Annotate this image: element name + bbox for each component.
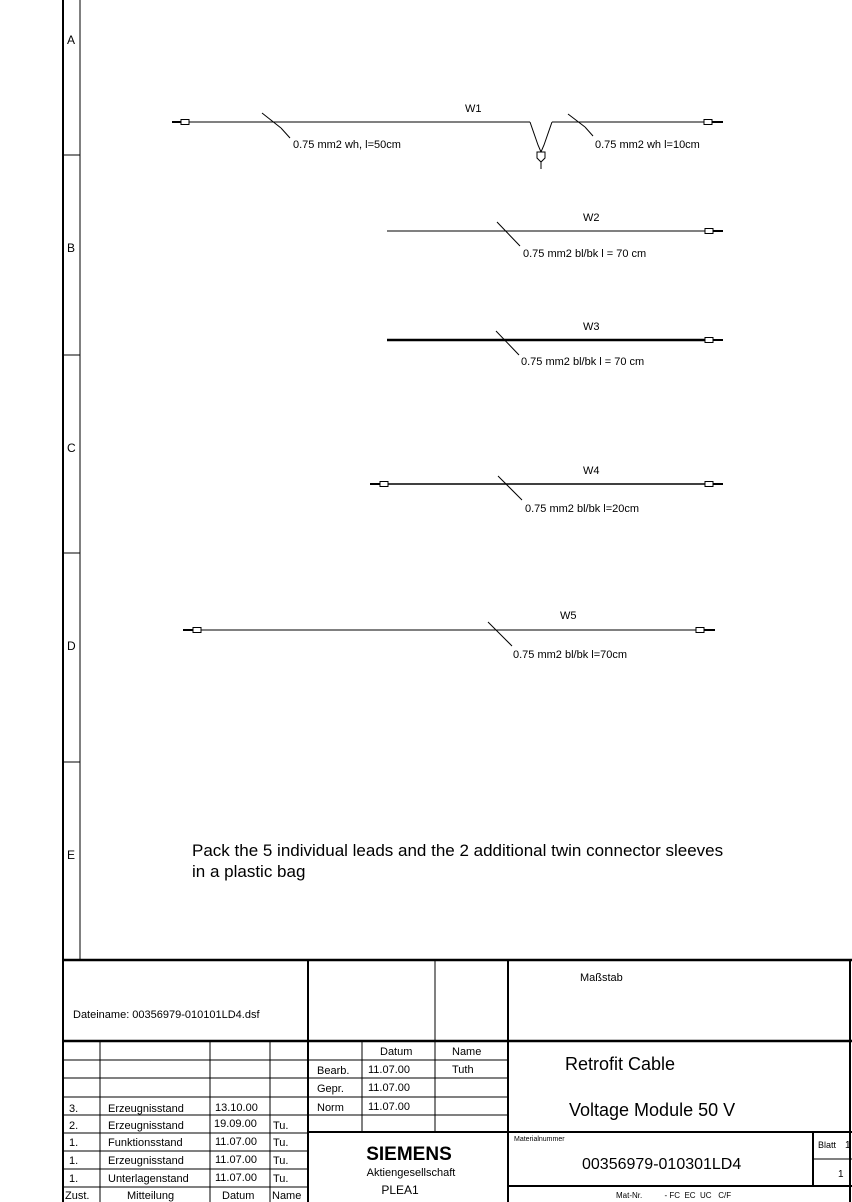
rev-zust: 1. <box>69 1173 79 1185</box>
approval-datum: 11.07.00 <box>368 1101 411 1113</box>
wire-w4-spec: 0.75 mm2 bl/bk l=20cm <box>525 503 640 515</box>
approval-datum: 11.07.00 <box>368 1082 411 1094</box>
zone-label-d: D <box>67 639 76 653</box>
filename: Dateiname: 00356979-010101LD4.dsf <box>73 1009 260 1021</box>
material-number: 00356979-010301LD4 <box>582 1156 742 1173</box>
rev-datum: 11.07.00 <box>215 1154 258 1166</box>
approval-header-name: Name <box>452 1046 482 1058</box>
rev-mitteilung: Unterlagenstand <box>108 1173 189 1185</box>
wire-w3-label: W3 <box>583 321 600 333</box>
rev-datum: 19.09.00 <box>214 1118 257 1130</box>
sheet-number: 1 <box>838 1169 844 1180</box>
wire-w2-label: W2 <box>583 212 600 224</box>
rev-datum: 11.07.00 <box>215 1172 258 1184</box>
rev-mitteilung: Funktionsstand <box>108 1137 183 1149</box>
wire-w4 <box>370 476 723 500</box>
wire-w5 <box>183 622 715 646</box>
zone-label-e: E <box>67 848 76 862</box>
rev-mitteilung: Erzeugnisstand <box>108 1120 184 1132</box>
company-subtitle: Aktiengesellschaft <box>366 1167 456 1179</box>
rev-datum: 11.07.00 <box>215 1136 258 1148</box>
wire-w3 <box>387 331 723 355</box>
rev-zust: 2. <box>69 1120 79 1132</box>
scale-label: Maßstab <box>580 972 623 984</box>
wire-w5-label: W5 <box>560 610 577 622</box>
department: PLEA1 <box>381 1183 419 1197</box>
rev-mitteilung: Erzeugnisstand <box>108 1155 184 1167</box>
packing-note-line1: Pack the 5 individual leads and the 2 additional twin connector sleeves <box>192 841 724 860</box>
wire-w1-spec-right: 0.75 mm2 wh l=10cm <box>595 139 700 151</box>
wire-w2 <box>387 222 723 246</box>
siemens-logo: SIEMENS <box>366 1144 452 1165</box>
rev-header-mitteilung: Mitteilung <box>127 1190 175 1202</box>
approval-role: Gepr. <box>317 1083 344 1095</box>
approval-table <box>317 1046 481 1114</box>
zone-label-c: C <box>67 441 76 455</box>
zone-label-b: B <box>67 241 76 255</box>
approval-header-datum: Datum <box>380 1046 413 1058</box>
rev-zust: 1. <box>69 1137 79 1149</box>
rev-header-datum: Datum <box>222 1190 255 1202</box>
rev-header-zust: Zust. <box>65 1190 90 1202</box>
rev-zust: 3. <box>69 1103 79 1115</box>
approval-role: Norm <box>317 1102 344 1114</box>
rev-name: Tu. <box>273 1173 289 1185</box>
wire-w2-spec: 0.75 mm2 bl/bk l = 70 cm <box>523 248 647 260</box>
rev-mitteilung: Erzeugnisstand <box>108 1103 184 1115</box>
wire-w1-spec-left: 0.75 mm2 wh, l=50cm <box>293 139 401 151</box>
rev-zust: 1. <box>69 1155 79 1167</box>
wire-w3-spec: 0.75 mm2 bl/bk l = 70 cm <box>521 356 645 368</box>
rev-name: Tu. <box>273 1137 289 1149</box>
drawing-title-line2: Voltage Module 50 V <box>569 1100 736 1120</box>
sheet-total: 1 <box>845 1140 851 1151</box>
approval-datum: 11.07.00 <box>368 1064 411 1076</box>
approval-role: Bearb. <box>317 1065 350 1077</box>
packing-note-line2: in a plastic bag <box>192 862 306 881</box>
material-number-label: Materialnummer <box>514 1136 565 1143</box>
wire-w1-label: W1 <box>465 103 482 115</box>
approval-name: Tuth <box>452 1064 474 1076</box>
sheet-label: Blatt <box>818 1140 837 1150</box>
rev-datum: 13.10.00 <box>215 1102 258 1114</box>
drawing-title-line1: Retrofit Cable <box>565 1054 676 1074</box>
frame <box>63 0 80 1202</box>
rev-header-name: Name <box>272 1190 302 1202</box>
rev-name: Tu. <box>273 1120 289 1132</box>
wire-w4-label: W4 <box>583 465 600 477</box>
wire-w5-spec: 0.75 mm2 bl/bk l=70cm <box>513 649 628 661</box>
rev-name: Tu. <box>273 1155 289 1167</box>
zone-label-a: A <box>67 33 76 47</box>
footer-mat-nr: Mat-Nr. - FC EC UC C/F <box>616 1191 732 1200</box>
